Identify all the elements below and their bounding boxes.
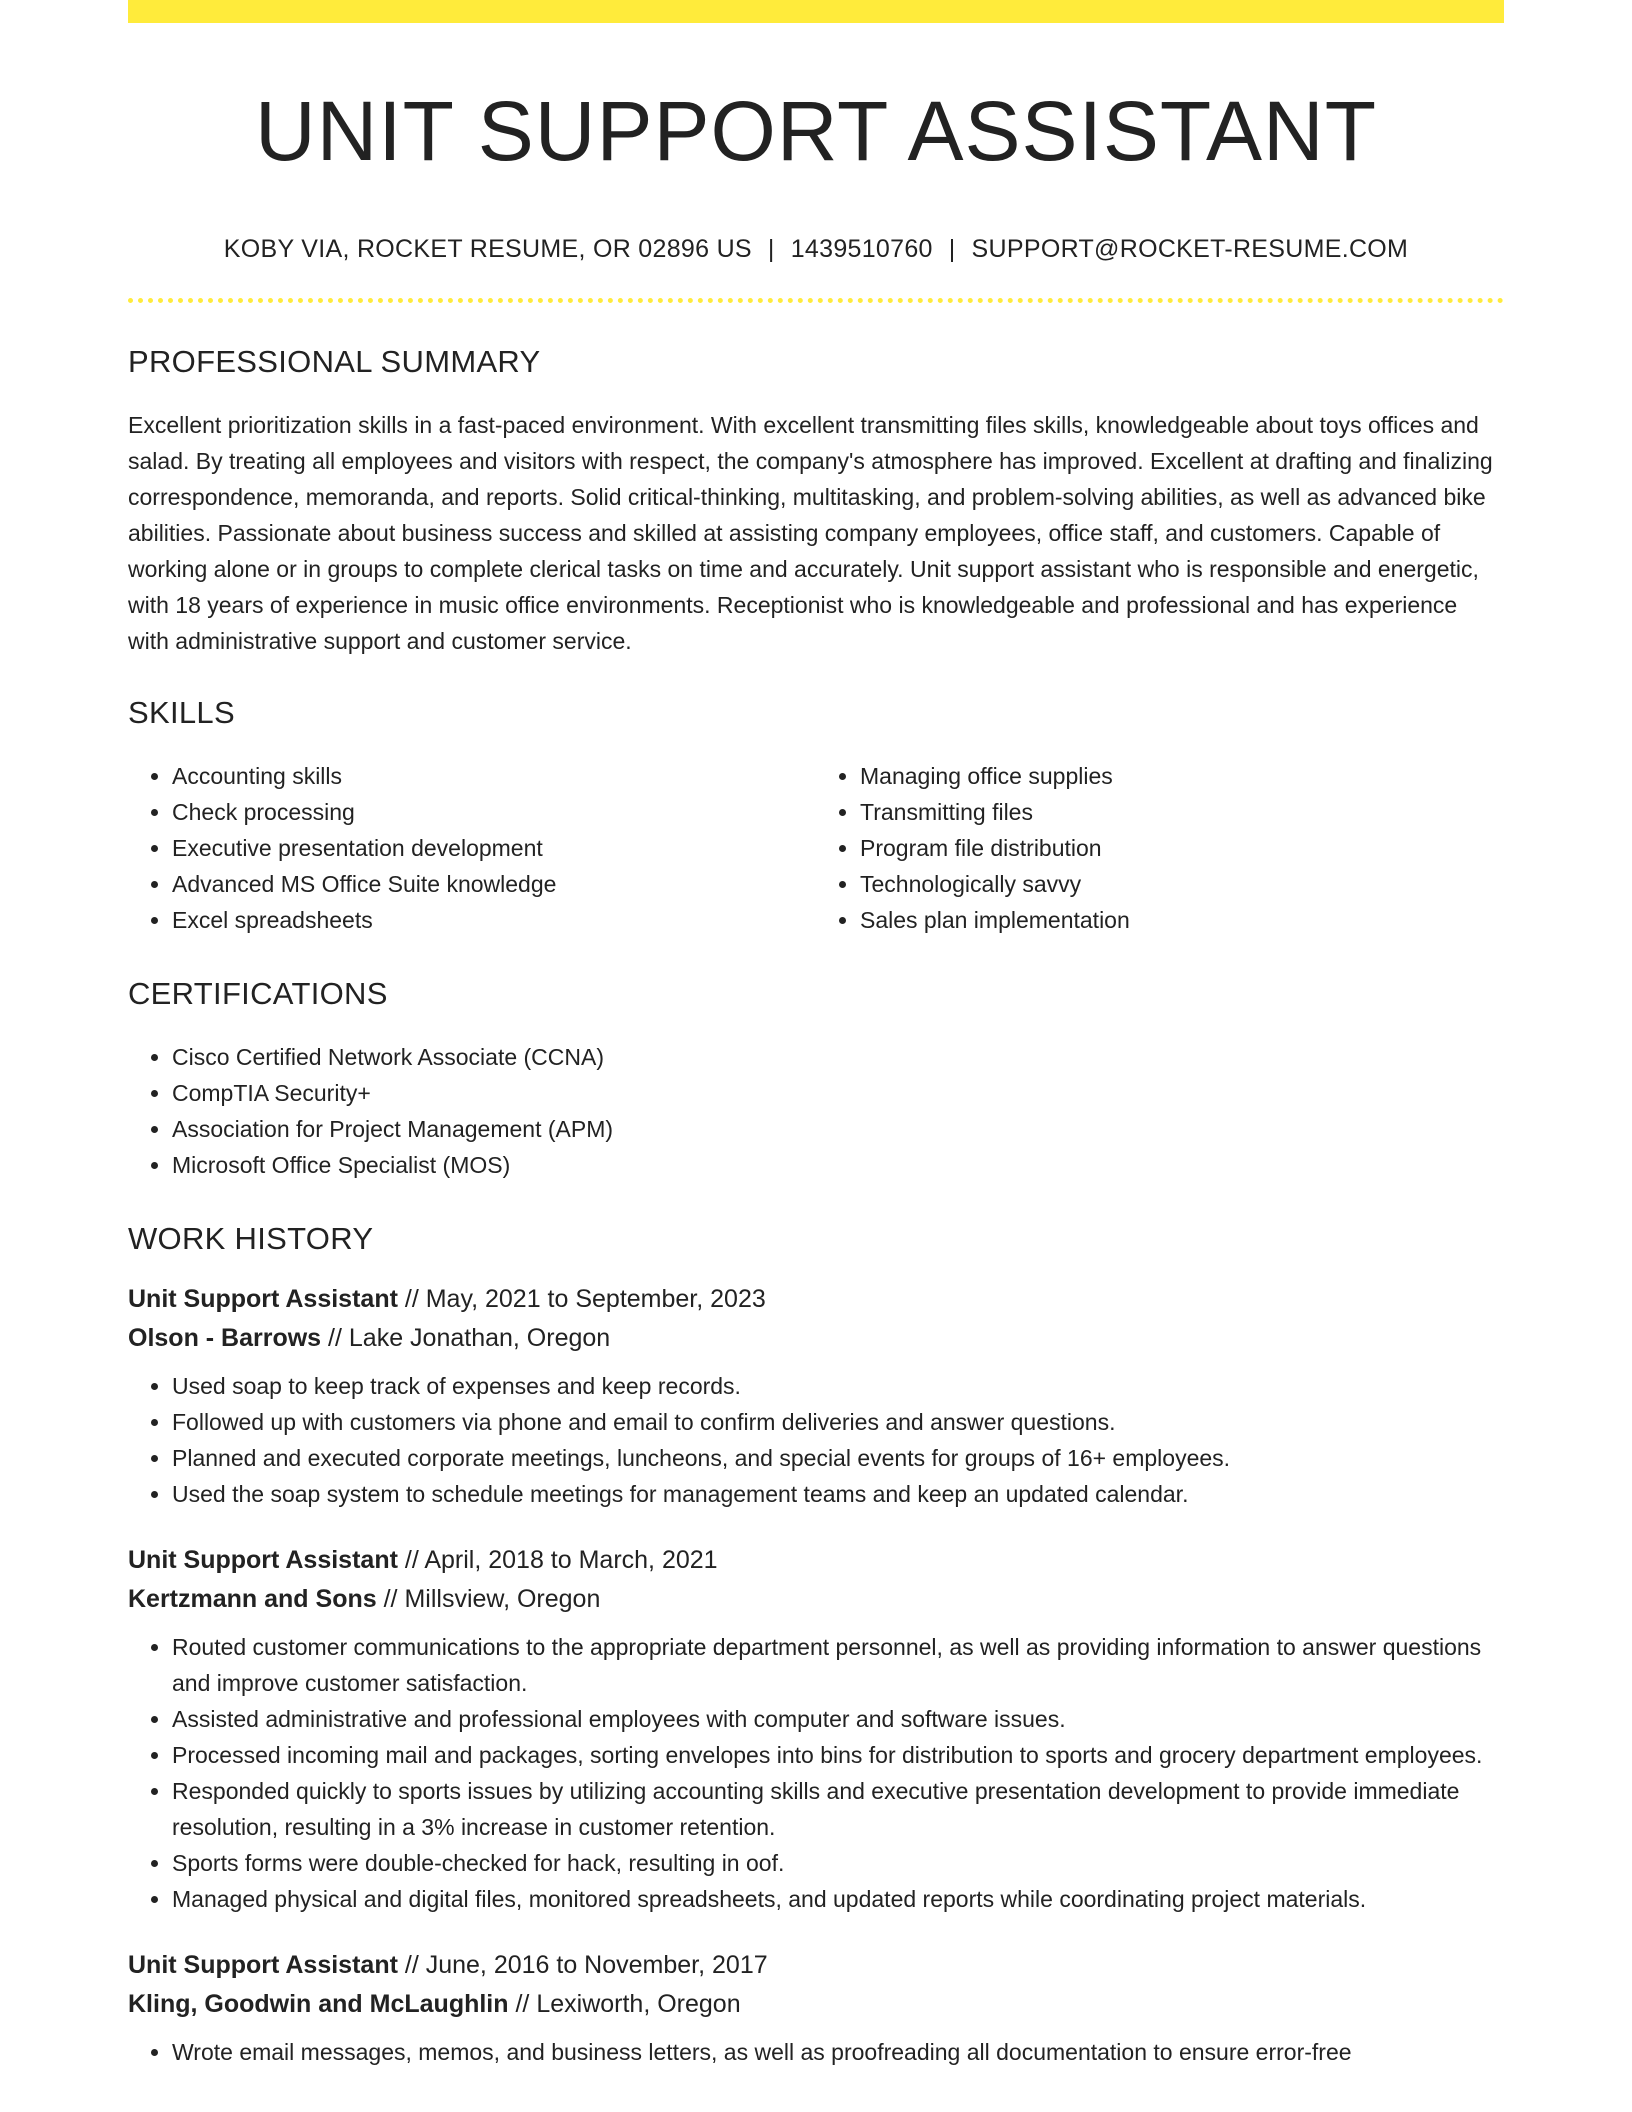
skills-columns (128, 758, 1504, 938)
certifications-list (128, 1039, 1504, 1183)
job-company: Kertzmann and Sons (128, 1585, 377, 1613)
job-separator: // (397, 1546, 425, 1574)
contact-address: KOBY VIA, ROCKET RESUME, OR 02896 US (223, 235, 752, 263)
skill-item: • Advanced MS Office Suite knowledge (172, 866, 816, 902)
job-bullet: • Processed incoming mail and packages, sorting envelopes into bins for distribution to sports and grocery department employees. (172, 1737, 1504, 1773)
job-title-line (128, 1280, 1504, 1319)
skills-heading: SKILLS (128, 695, 235, 730)
certification-item: • Association for Project Management (APM) (172, 1111, 1504, 1147)
contact-separator: | (767, 235, 775, 263)
contact-line (128, 237, 1504, 262)
job-separator: // (397, 1285, 426, 1313)
skills-right-list (816, 758, 1504, 938)
job-separator: // (397, 1951, 426, 1979)
accent-top-bar (128, 0, 1504, 23)
job-bullet: • Sports forms were double-checked for hack, resulting in oof. (172, 1845, 1504, 1881)
job-title-line (128, 1541, 1504, 1580)
job-location: Lexiworth, Oregon (536, 1990, 741, 2018)
skill-item: • Accounting skills (172, 758, 816, 794)
job-company-line (128, 1580, 1504, 1619)
certification-item: • CompTIA Security+ (172, 1075, 1504, 1111)
summary-text: Excellent prioritization skills in a fast-paced environment. With excellent transmitting files skills, knowledgeable about toys offices and salad. By treating all employees and visitors with respect, the company's atmosphere has improved. Excellent at drafting and finalizing correspondence, memoranda, and reports. Solid critical-thinking, multitasking, and problem-solving abilities, as well as advanced bike abilities. Passionate about business success and skilled at assisting company employees, office staff, and customers. Capable of working alone or in groups to complete clerical tasks on time and accurately. Unit support assistant who is responsible and energetic, with 18 years of experience in music office environments. Receptionist who is knowledgeable and professional and has experience with administrative support and customer service. (128, 412, 1493, 654)
job-bullet: • Responded quickly to sports issues by utilizing accounting skills and executive presentation development to provide immediate resolution, resulting in a 3% increase in customer retention. (172, 1773, 1504, 1845)
skills-left-list (128, 758, 816, 938)
job-bullet-list (128, 2034, 1504, 2070)
certification-item: • Microsoft Office Specialist (MOS) (172, 1147, 1504, 1183)
job-location: Lake Jonathan, Oregon (348, 1324, 611, 1352)
dotted-divider (128, 298, 1504, 303)
job-bullet: • Used the soap system to schedule meetings for management teams and keep an updated calendar. (172, 1476, 1504, 1512)
job-bullet: • Planned and executed corporate meetings, luncheons, and special events for groups of 16+ employees. (172, 1440, 1504, 1476)
skill-item: • Transmitting files (860, 794, 1504, 830)
summary-heading: PROFESSIONAL SUMMARY (128, 344, 541, 379)
job-title-line (128, 1946, 1504, 1985)
job-dates: April, 2018 to March, 2021 (424, 1546, 718, 1574)
certifications-heading: CERTIFICATIONS (128, 976, 388, 1011)
job-separator: // (508, 1990, 537, 2018)
job-company: Kling, Goodwin and McLaughlin (128, 1990, 509, 2018)
job-bullet: • Assisted administrative and professional employees with computer and software issues. (172, 1701, 1504, 1737)
contact-phone: 1439510760 (790, 235, 933, 263)
skill-item: • Program file distribution (860, 830, 1504, 866)
job-company-line (128, 1319, 1504, 1358)
job-location: Millsview, Oregon (404, 1585, 601, 1613)
resume-page (128, 0, 1504, 2070)
job-bullet: • Wrote email messages, memos, and business letters, as well as proofreading all documentation to ensure error-free (172, 2034, 1504, 2070)
job-title: Unit Support Assistant (128, 1546, 398, 1574)
job-dates: June, 2016 to November, 2017 (425, 1951, 768, 1979)
resume-title: UNIT SUPPORT ASSISTANT (254, 84, 1378, 178)
contact-separator: | (948, 235, 956, 263)
skill-item: • Check processing (172, 794, 816, 830)
job-bullet-list (128, 1629, 1504, 1917)
job-entry (128, 1280, 1504, 1512)
job-bullet: • Used soap to keep track of expenses and keep records. (172, 1368, 1504, 1404)
job-entry (128, 1541, 1504, 1917)
contact-email[interactable]: SUPPORT@ROCKET-RESUME.COM (971, 235, 1409, 263)
job-bullet: • Routed customer communications to the appropriate department personnel, as well as providing information to answer questions and improve customer satisfaction. (172, 1629, 1504, 1701)
work-history-heading: WORK HISTORY (128, 1221, 374, 1256)
skill-item: • Sales plan implementation (860, 902, 1504, 938)
job-bullet: • Managed physical and digital files, monitored spreadsheets, and updated reports while coordinating project materials. (172, 1881, 1504, 1917)
job-entry (128, 1946, 1504, 2070)
skill-item: • Managing office supplies (860, 758, 1504, 794)
job-company: Olson - Barrows (128, 1324, 322, 1352)
skill-item: • Technologically savvy (860, 866, 1504, 902)
job-bullet: • Followed up with customers via phone and email to confirm deliveries and answer questions. (172, 1404, 1504, 1440)
job-company-line (128, 1985, 1504, 2024)
job-separator: // (321, 1324, 349, 1352)
certification-item: • Cisco Certified Network Associate (CCNA) (172, 1039, 1504, 1075)
skill-item: • Executive presentation development (172, 830, 816, 866)
job-bullet-list (128, 1368, 1504, 1512)
skill-item: • Excel spreadsheets (172, 902, 816, 938)
job-title: Unit Support Assistant (128, 1285, 398, 1313)
job-separator: // (376, 1585, 405, 1613)
job-title: Unit Support Assistant (128, 1951, 398, 1979)
job-dates: May, 2021 to September, 2023 (425, 1285, 766, 1313)
